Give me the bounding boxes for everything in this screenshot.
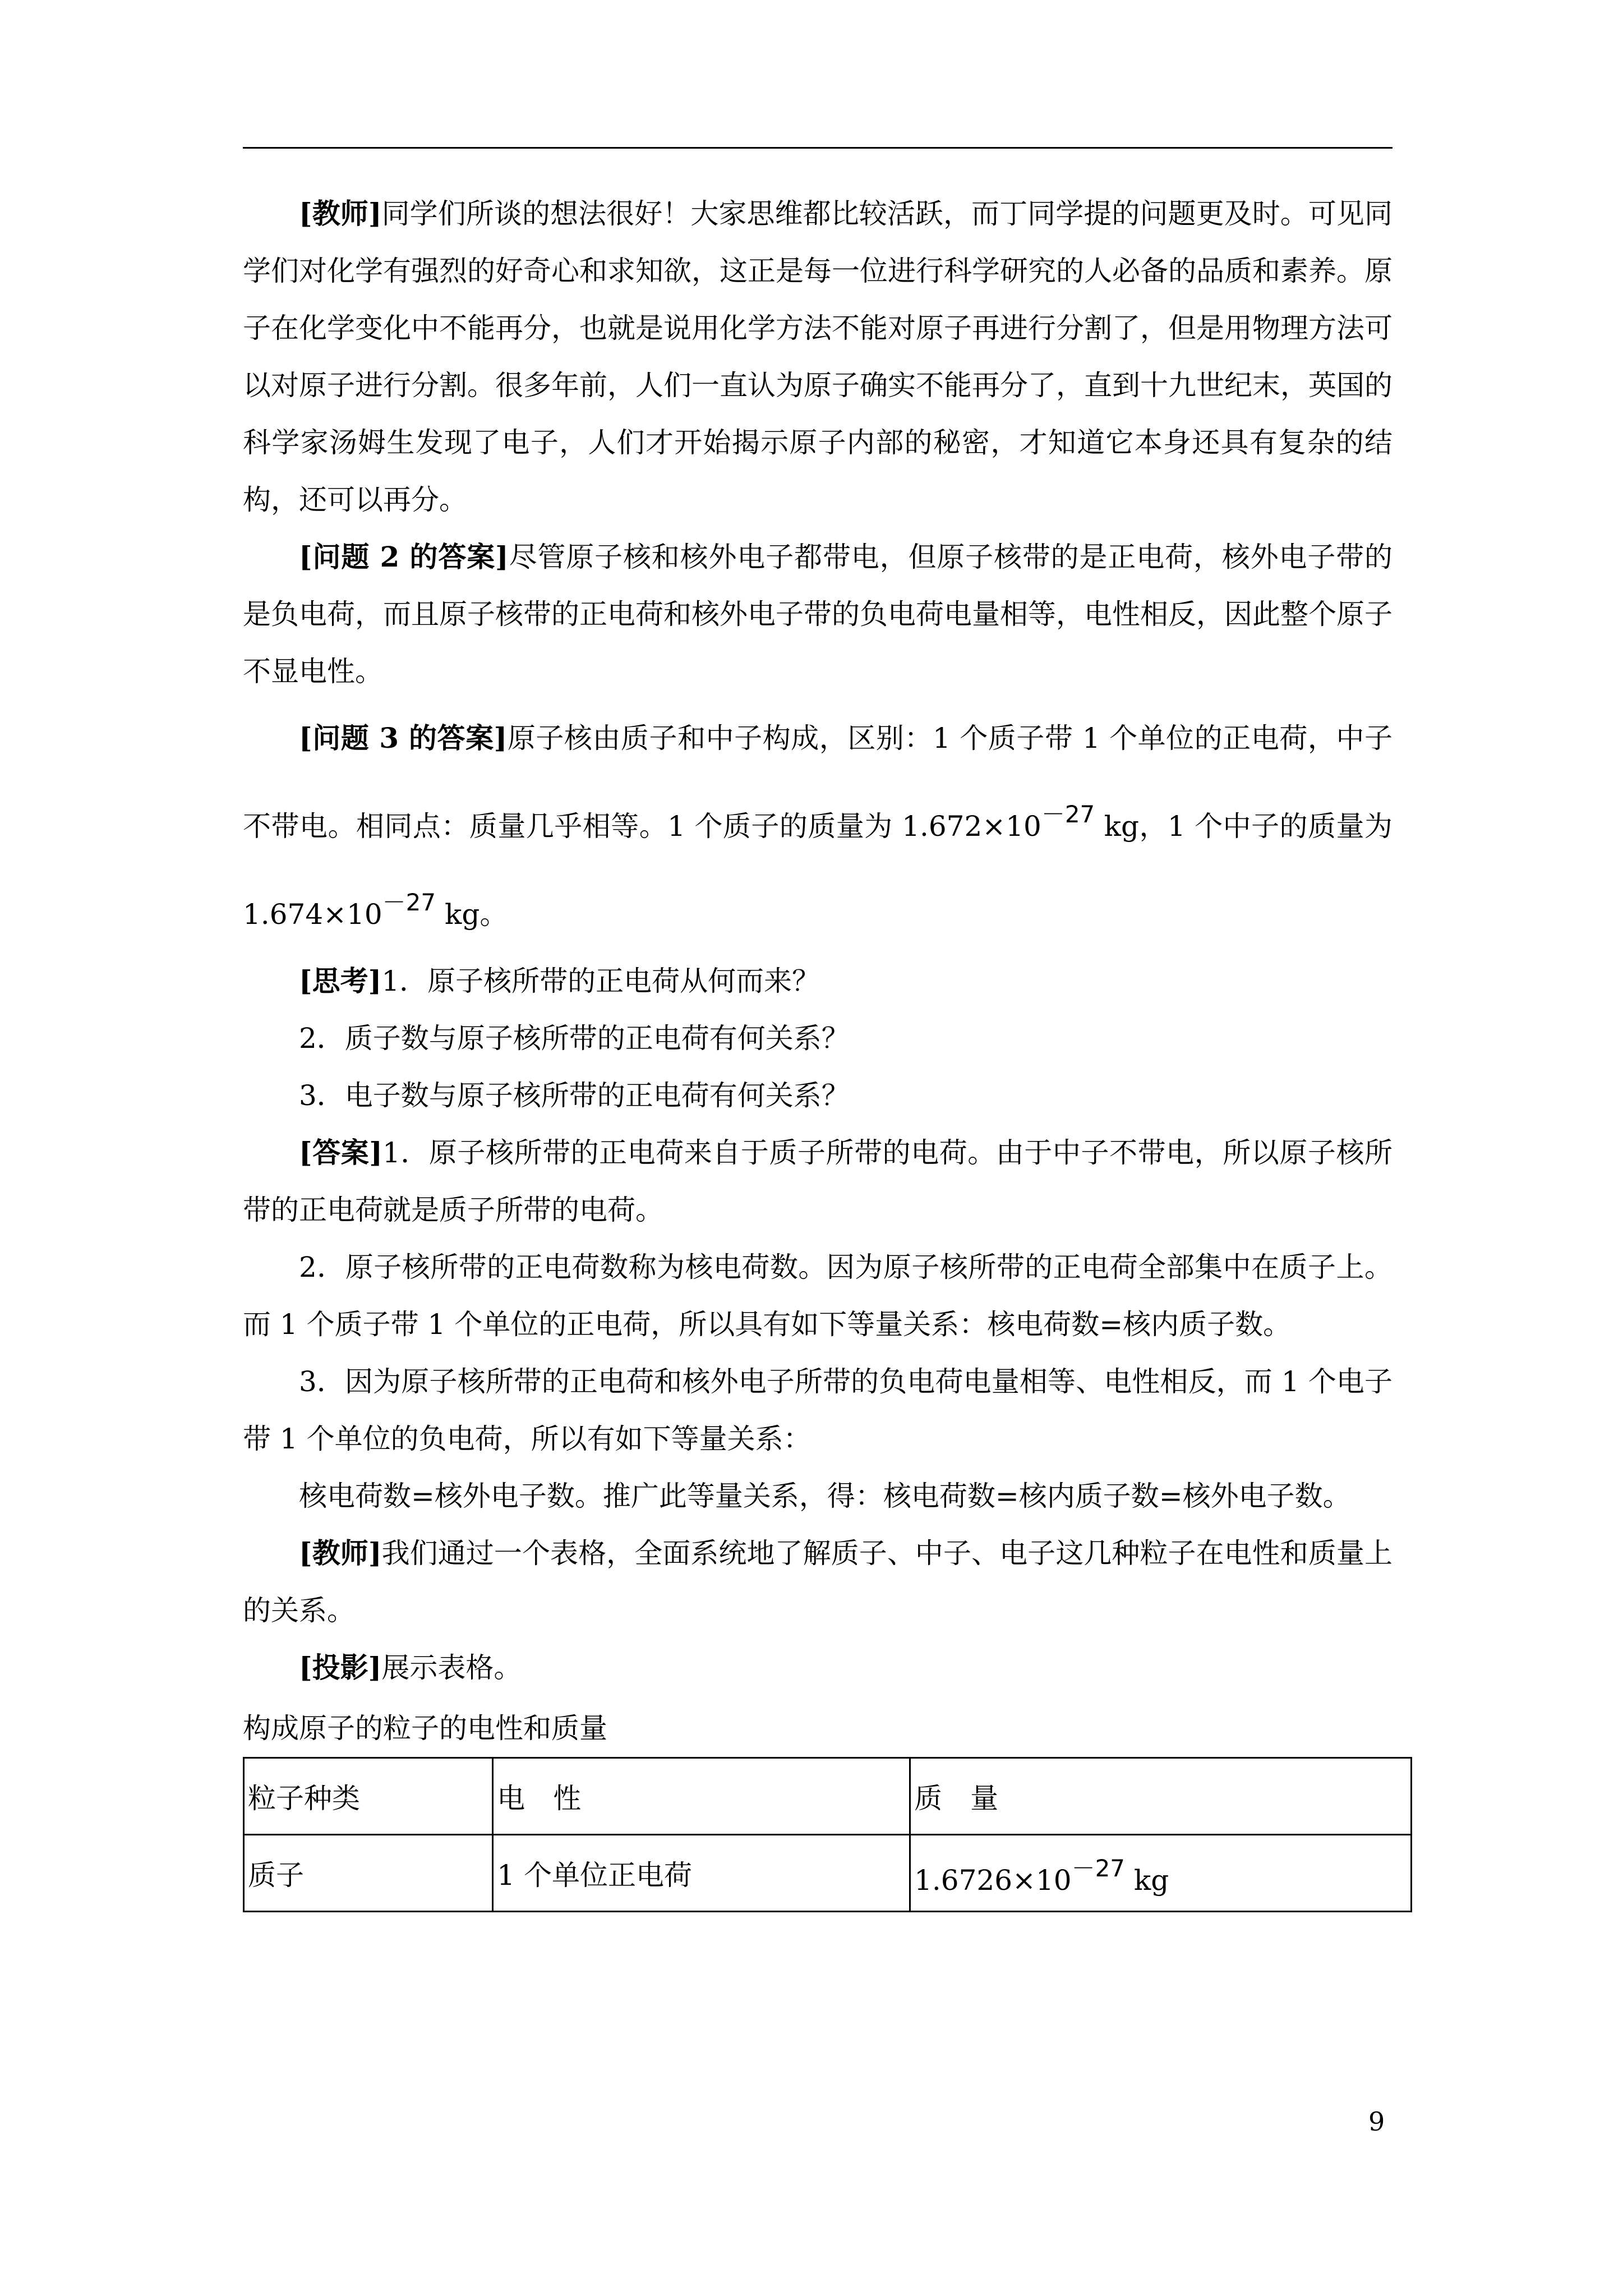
answer-item-1	[243, 1124, 1393, 1239]
teacher-tag-2: [教师]	[299, 1536, 382, 1570]
answer-item-4: 核电荷数=核外电子数。推广此等量关系，得：核电荷数=核内质子数=核外电子数。	[299, 1480, 1351, 1512]
teacher-tag: [教师]	[299, 197, 382, 230]
answer-item-2: 2．原子核所带的正电荷数称为核电荷数。因为原子核所带的正电荷全部集中在质子上。而 1 个质子带 1 个单位的正电荷，所以具有如下等量关系：核电荷数=核内质子数。	[243, 1251, 1393, 1341]
table-header-row	[244, 1758, 1412, 1835]
answer-text-1: 1．原子核所带的正电荷来自于质子所带的电荷。由于中子不带电，所以原子核所带的正电荷就是质子所带的电荷。	[243, 1137, 1393, 1226]
header-particle-kind: 粒子种类	[244, 1758, 493, 1835]
question3-text-a: 原子核由质子和中子构成，区别：1 个质子带 1 个单位的正电荷，中子不带电。相同点：质量几乎相等。1 个质子的质量为 1.672×10	[243, 722, 1393, 843]
teacher-paragraph	[243, 185, 1393, 528]
mass-exponent: －27	[1071, 1854, 1126, 1882]
particle-table	[243, 1757, 1412, 1912]
question3-answer-paragraph	[243, 700, 1393, 953]
page-body	[243, 185, 1393, 1912]
answer-item-3: 3．因为原子核所带的正电荷和核外电子所带的负电荷电量相等、电性相反，而 1 个电子带 1 个单位的负电荷，所以有如下等量关系：	[243, 1365, 1393, 1455]
teacher-text-2: 我们通过一个表格，全面系统地了解质子、中子、电子这几种粒子在电性和质量上的关系。	[243, 1537, 1393, 1627]
teacher-text: 同学们所谈的想法很好！大家思维都比较活跃，而丁同学提的问题更及时。可见同学们对化学有强烈的好奇心和求知欲，这正是每一位进行科学研究的人必备的品质和素养。原子在化学变化中不能再分，也就是说用化学方法不能对原子再进行分割了，但是用物理方法可以对原子进行分割。很多年前，人们一直认为原子确实不能再分了，直到十九世纪末，英国的科学家汤姆生发现了电子，人们才开始揭示原子内部的秘密，才知道它本身还具有复杂的结构，还可以再分。	[243, 197, 1393, 516]
think-tag: [思考]	[299, 964, 382, 997]
cell-mass	[910, 1835, 1412, 1912]
projection-tag: [投影]	[299, 1651, 382, 1684]
proton-mass-exponent: －27	[1041, 800, 1095, 828]
think-item-1	[243, 953, 1393, 1010]
question3-text-b: kg，1 个中子的质量为 1.674×10	[243, 810, 1393, 931]
page-number: 9	[1368, 2106, 1385, 2137]
question2-answer-paragraph	[243, 528, 1393, 700]
header-charge: 电 性	[493, 1758, 910, 1835]
think-item-2: 2．质子数与原子核所带的正电荷有何关系？	[299, 1022, 850, 1055]
mass-unit: kg	[1125, 1864, 1169, 1897]
header-rule	[243, 147, 1393, 149]
cell-particle-kind: 质子	[244, 1835, 493, 1912]
projection-paragraph	[243, 1639, 1393, 1696]
answer-tag: [答案]	[299, 1136, 382, 1169]
question2-tag: [问题 2 的答案]	[299, 540, 509, 573]
table-caption: 构成原子的粒子的电性和质量	[243, 1712, 607, 1745]
question3-tag: [问题 3 的答案]	[299, 721, 508, 754]
think-text-1: 1．原子核所带的正电荷从何而来？	[381, 965, 820, 997]
mass-base: 1.6726×10	[914, 1864, 1072, 1897]
think-item-3: 3．电子数与原子核所带的正电荷有何关系？	[299, 1079, 850, 1112]
neutron-mass-exponent: －27	[382, 889, 436, 916]
table-row	[244, 1835, 1412, 1912]
cell-charge: 1 个单位正电荷	[493, 1835, 910, 1912]
question3-text-c: kg。	[436, 898, 508, 931]
question2-text: 尽管原子核和核外电子都带电，但原子核带的是正电荷，核外电子带的是负电荷，而且原子核带的正电荷和核外电子带的负电荷电量相等，电性相反，因此整个原子不显电性。	[243, 541, 1393, 688]
teacher-paragraph-2	[243, 1525, 1393, 1639]
header-mass: 质 量	[910, 1758, 1412, 1835]
projection-text: 展示表格。	[381, 1651, 522, 1684]
